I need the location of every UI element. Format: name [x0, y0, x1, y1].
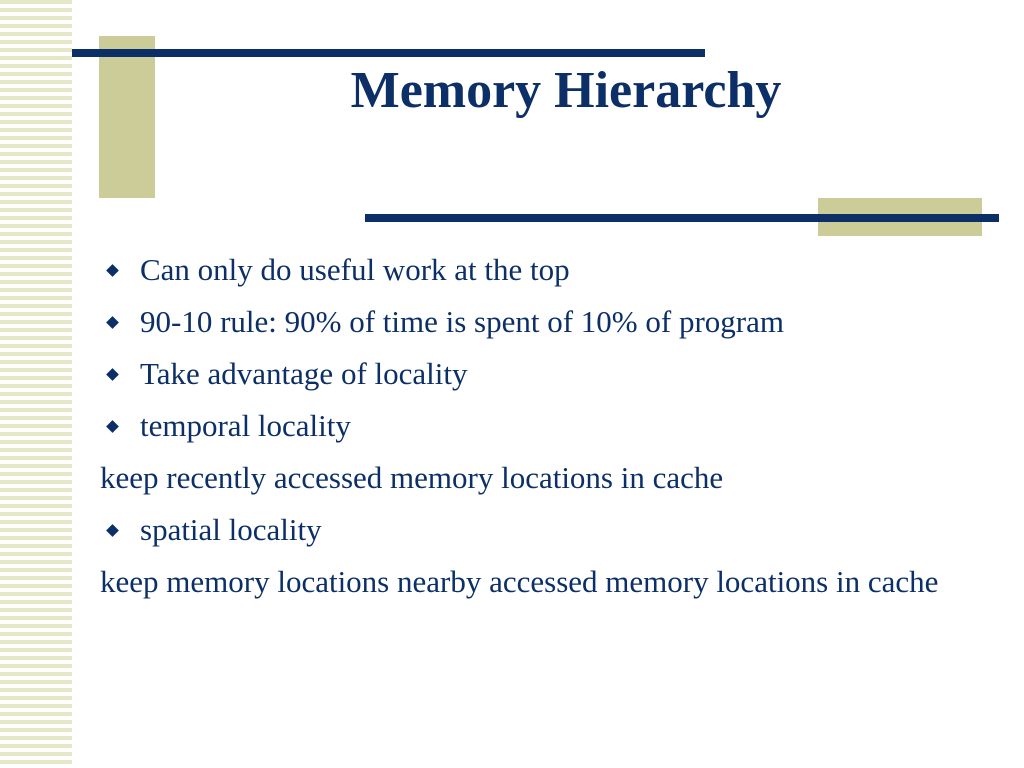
decorative-stripe-band: [0, 0, 72, 768]
diamond-bullet-icon: [106, 368, 119, 381]
list-item-text: spatial locality: [140, 512, 322, 547]
diamond-bullet-icon: [106, 316, 119, 329]
list-item-text: Take advantage of locality: [140, 356, 468, 391]
top-rule: [72, 49, 705, 57]
list-item-text: keep memory locations nearby accessed memory locations in cache: [100, 564, 939, 599]
content-list: [100, 252, 1000, 616]
list-item-text: 90-10 rule: 90% of time is spent of 10% of program: [140, 304, 784, 339]
list-item-text: temporal locality: [140, 408, 351, 443]
diamond-bullet-icon: [106, 420, 119, 433]
list-item: [100, 564, 1000, 600]
list-item-text: keep recently accessed memory locations in cache: [100, 460, 724, 495]
list-item: [100, 252, 1000, 288]
bottom-rule: [365, 214, 999, 222]
list-item: [100, 460, 1000, 496]
diamond-bullet-icon: [106, 524, 119, 537]
list-item: [100, 304, 1000, 340]
list-item: [100, 512, 1000, 548]
slide-title: Memory Hierarchy: [350, 62, 782, 119]
list-item: [100, 408, 1000, 444]
accent-block-top: [99, 36, 155, 198]
list-item: [100, 356, 1000, 392]
list-item-text: Can only do useful work at the top: [140, 252, 570, 287]
diamond-bullet-icon: [106, 264, 119, 277]
